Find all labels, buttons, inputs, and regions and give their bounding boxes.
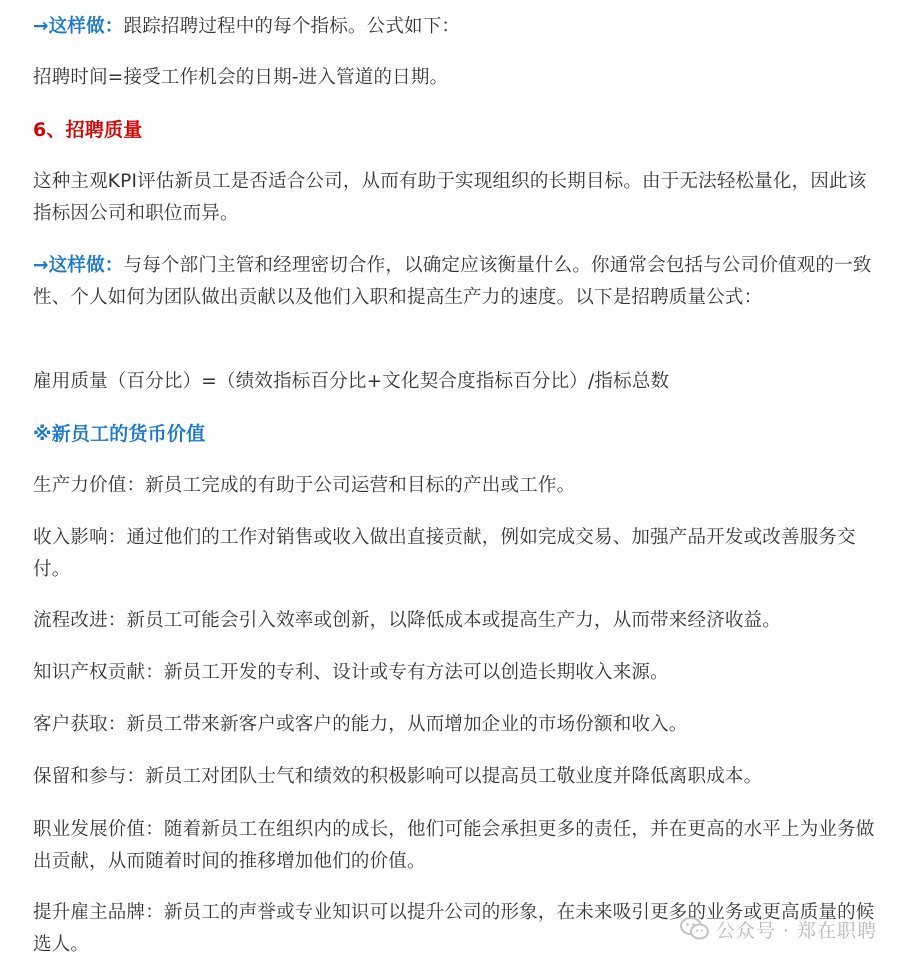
paragraph-text: 这种主观KPI评估新员工是否适合公司，从而有助于实现组织的长期目标。由于无法轻松量化，因此该指标因公司和职位而异。	[33, 171, 867, 224]
watermark	[680, 912, 877, 946]
paragraph-ip-contribution	[33, 657, 669, 689]
paragraph-customer-acquisition	[33, 709, 688, 741]
paragraph-quality-formula	[33, 366, 669, 398]
section-heading-quality-of-hire	[33, 114, 142, 146]
paragraph-text: 知识产权贡献：新员工开发的专利、设计或专有方法可以创造长期收入来源。	[33, 662, 669, 683]
lead-label: →这样做：	[33, 255, 124, 276]
paragraph-productivity-value	[33, 470, 575, 502]
paragraph-how-to-measure	[33, 250, 881, 314]
wechat-icon	[680, 916, 710, 942]
paragraph-track-metrics	[33, 11, 460, 43]
subheading-monetary-value	[33, 418, 205, 450]
heading-text: 6、招聘质量	[33, 119, 143, 141]
paragraph-text: 与每个部门主管和经理密切合作，以确定应该衡量什么。你通常会包括与公司价值观的一致性、个人如何为团队做出贡献以及他们入职和提高生产力的速度。以下是招聘质量公式：	[33, 255, 872, 308]
paragraph-text: 保留和参与：新员工对团队士气和绩效的积极影响可以提高员工敬业度并降低离职成本。	[33, 766, 763, 787]
paragraph-text: 生产力价值：新员工完成的有助于公司运营和目标的产出或工作。	[33, 475, 576, 496]
paragraph-process-improvement	[33, 605, 781, 637]
paragraph-revenue-impact	[33, 522, 881, 586]
paragraph-hiring-time-formula	[33, 62, 448, 94]
watermark-text: 公众号 · 郑在职聘	[715, 919, 877, 942]
paragraph-text: 雇用质量（百分比）=（绩效指标百分比+文化契合度指标百分比）/指标总数	[33, 371, 670, 392]
paragraph-text: 流程改进：新员工可能会引入效率或创新，以降低成本或提高生产力，从而带来经济收益。	[33, 610, 782, 631]
paragraph-career-development	[33, 814, 881, 878]
paragraph-text: 职业发展价值：随着新员工在组织内的成长，他们可能会承担更多的责任，并在更高的水平上为业务做出贡献，从而随着时间的推移增加他们的价值。	[33, 819, 875, 872]
heading-text: ※新员工的货币价值	[33, 423, 206, 445]
paragraph-kpi-description	[33, 166, 881, 230]
paragraph-text: 提升雇主品牌：新员工的声誉或专业知识可以提升公司的形象，在未来吸引更多的业务或更高质量的候选人。	[33, 902, 875, 955]
paragraph-text: 收入影响：通过他们的工作对销售或收入做出直接贡献，例如完成交易、加强产品开发或改善服务交付。	[33, 527, 856, 580]
paragraph-retention-engagement	[33, 761, 762, 793]
paragraph-text: 客户获取：新员工带来新客户或客户的能力，从而增加企业的市场份额和收入。	[33, 714, 688, 735]
paragraph-text: 跟踪招聘过程中的每个指标。公式如下：	[123, 16, 461, 37]
paragraph-text: 招聘时间=接受工作机会的日期-进入管道的日期。	[33, 67, 449, 88]
lead-label: →这样做：	[33, 16, 124, 37]
